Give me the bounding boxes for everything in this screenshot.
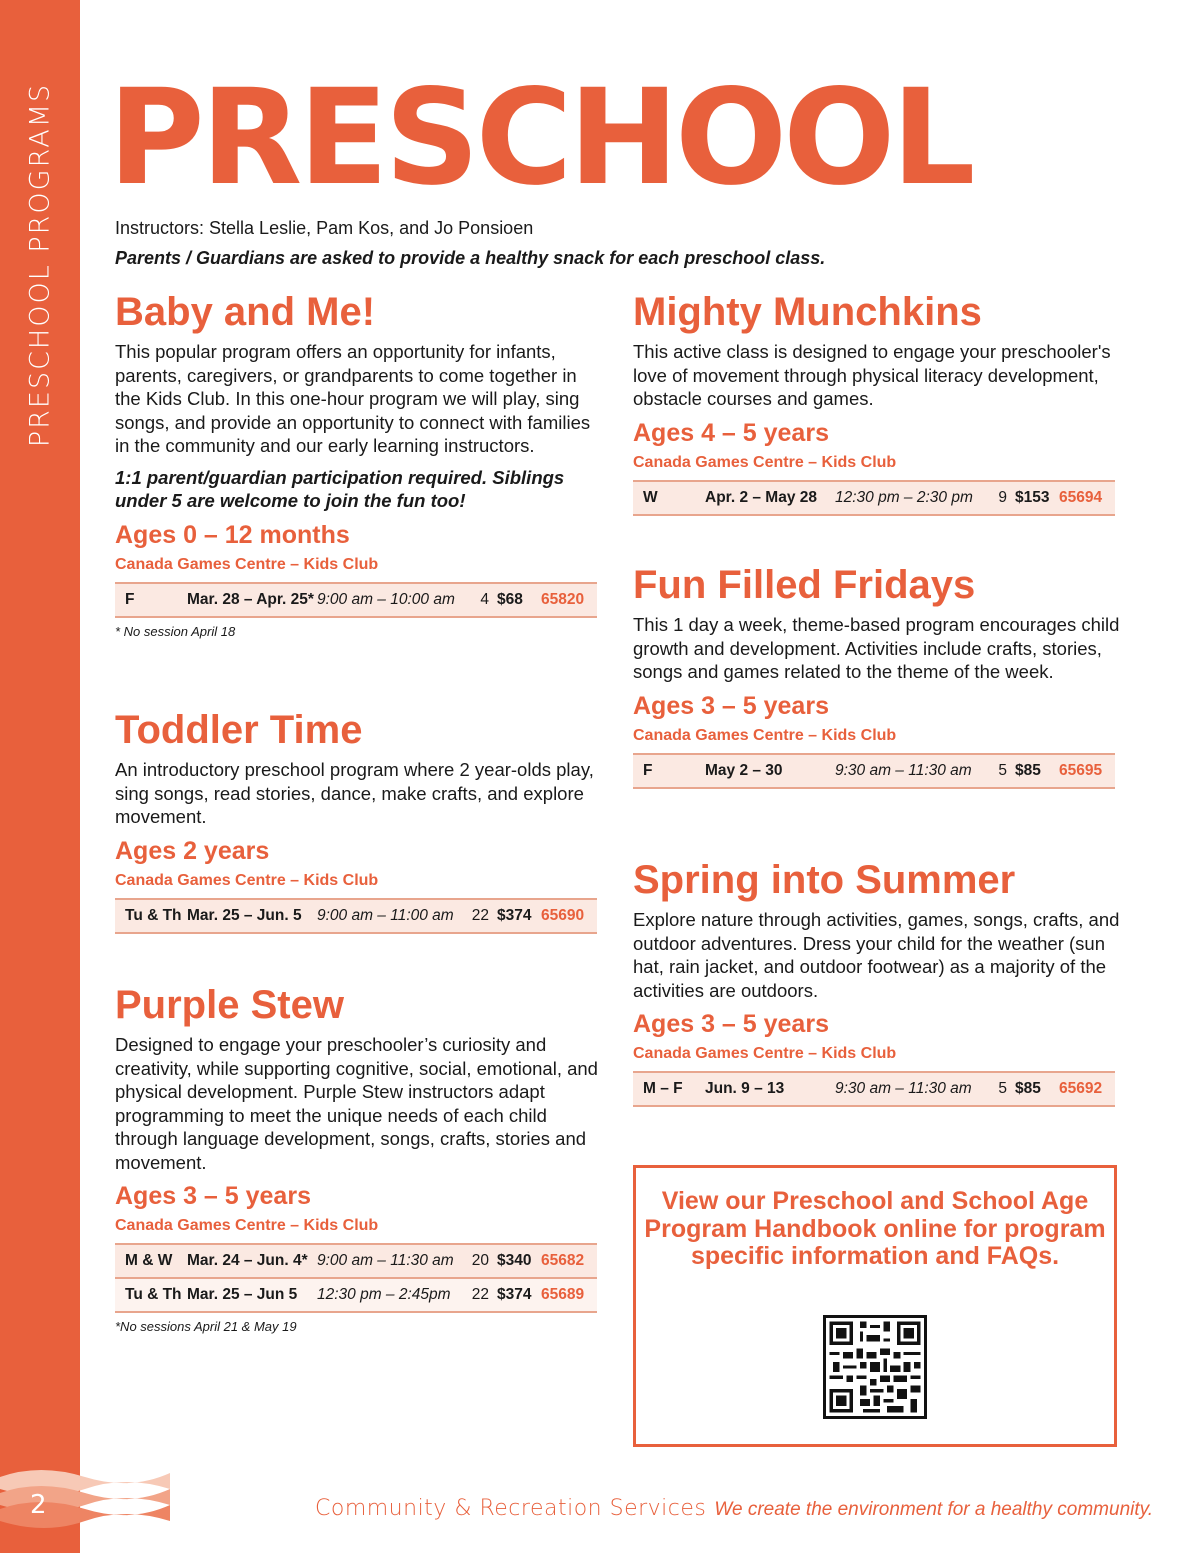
row-code: 65690 <box>541 906 585 924</box>
program-fun-filled-fridays <box>633 563 1123 789</box>
program-location: Canada Games Centre – Kids Club <box>115 871 379 889</box>
program-footnote: * No session April 18 <box>115 623 236 639</box>
callout-text: View our Preschool and School Age Program Handbook online for program specific information and FAQs. <box>644 1187 1106 1270</box>
row-day: F <box>125 590 135 608</box>
program-description: Designed to engage your preschooler’s curiosity and creativity, while supporting cognitive, social, emotional, and physical development. Purple Stew instructors adapt programming to meet the unique needs of each child through language development, songs, crafts, stories and movement. <box>115 1034 598 1173</box>
row-sessions: 5 <box>998 1080 1007 1097</box>
program-note: 1:1 parent/guardian participation required. Siblings under 5 are welcome to join the fun too! <box>115 466 565 511</box>
program-description: This 1 day a week, theme-based program encourages child growth and development. Activities include crafts, stories, songs and games related to the theme of the week. <box>633 614 1120 682</box>
program-description: This popular program offers an opportunity for infants, parents, caregivers, or grandparents to come together in the Kids Club. In this one-hour program we will play, sing songs, and provide an opportunity to connect with families in the community and our early learning instructors. <box>115 341 591 456</box>
row-dates: Mar. 25 – Jun 5 <box>187 1286 298 1303</box>
program-title: Spring into Summer <box>633 858 1016 902</box>
program-ages: Ages 3 – 5 years <box>633 691 829 720</box>
program-description: An introductory preschool program where 2 year-olds play, sing songs, read stories, dance, make crafts, and explore movement. <box>115 759 594 827</box>
program-ages: Ages 3 – 5 years <box>115 1182 311 1210</box>
row-dates: Apr. 2 – May 28 <box>705 488 818 506</box>
row-fee: $68 <box>497 590 523 608</box>
program-footnote: *No sessions April 21 & May 19 <box>115 1319 297 1334</box>
schedule-table <box>115 582 597 618</box>
row-code: 65695 <box>1059 761 1103 779</box>
program-description: This active class is designed to engage your preschooler's love of movement through physical literacy development, obstacle courses and games. <box>633 341 1111 409</box>
footer <box>315 1495 1153 1521</box>
snack-note: Parents / Guardians are asked to provide a healthy snack for each preschool class. <box>115 248 826 268</box>
program-title: Mighty Munchkins <box>633 290 982 334</box>
row-dates: Mar. 28 – Apr. 25* <box>187 590 314 608</box>
schedule-table <box>633 753 1115 789</box>
row-time: 9:30 am – 11:30 am <box>835 761 972 779</box>
footer-tagline: We create the environment for a healthy community. <box>714 1499 1154 1520</box>
schedule-table <box>633 480 1115 516</box>
schedule-row[interactable] <box>633 482 1115 516</box>
sidebar-label: PRESCHOOL PROGRAMS <box>24 82 56 448</box>
page-title: PRESCHOOL <box>108 61 972 215</box>
program-location: Canada Games Centre – Kids Club <box>633 453 897 471</box>
row-fee: $153 <box>1015 488 1050 506</box>
schedule-row[interactable] <box>633 755 1115 789</box>
page-number: 2 <box>30 1490 47 1520</box>
row-fee: $374 <box>497 906 532 924</box>
program-spring-into-summer <box>633 858 1123 1107</box>
row-day: W <box>643 488 658 506</box>
row-sessions: 4 <box>480 590 489 608</box>
row-day: Tu & Th <box>125 906 182 924</box>
row-time: 9:00 am – 11:30 am <box>317 1252 454 1269</box>
schedule-row[interactable] <box>115 900 597 934</box>
row-code: 65689 <box>541 1286 585 1303</box>
program-baby-and-me <box>115 290 600 639</box>
waves-decoration-icon <box>0 1465 170 1535</box>
row-sessions: 9 <box>998 488 1007 506</box>
program-title: Fun Filled Fridays <box>633 563 976 607</box>
row-time: 9:00 am – 10:00 am <box>317 590 455 608</box>
row-sessions: 5 <box>998 761 1007 779</box>
row-dates: Mar. 25 – Jun. 5 <box>187 906 302 924</box>
row-day: F <box>643 761 653 779</box>
row-code: 65820 <box>541 590 585 608</box>
row-time: 9:30 am – 11:30 am <box>835 1080 972 1097</box>
row-time: 9:00 am – 11:00 am <box>317 906 454 924</box>
program-title: Toddler Time <box>115 708 363 752</box>
schedule-table <box>115 1243 597 1313</box>
row-fee: $85 <box>1015 1080 1041 1097</box>
row-day: Tu & Th <box>125 1286 182 1303</box>
row-fee: $374 <box>497 1286 532 1303</box>
instructors-line: Instructors: Stella Leslie, Pam Kos, and Jo Ponsioen <box>115 218 534 238</box>
row-code: 65692 <box>1059 1080 1103 1097</box>
row-sessions: 22 <box>471 906 489 924</box>
row-code: 65682 <box>541 1252 585 1269</box>
row-sessions: 20 <box>471 1252 489 1269</box>
program-location: Canada Games Centre – Kids Club <box>633 726 897 744</box>
row-fee: $85 <box>1015 761 1041 779</box>
row-time: 12:30 pm – 2:30 pm <box>835 488 973 506</box>
row-time: 12:30 pm – 2:45pm <box>317 1286 451 1303</box>
program-location: Canada Games Centre – Kids Club <box>115 1217 379 1234</box>
schedule-table <box>633 1071 1115 1107</box>
footer-org: Community & Recreation Services <box>315 1496 707 1521</box>
schedule-row[interactable] <box>115 1279 597 1313</box>
row-fee: $340 <box>497 1252 532 1269</box>
row-sessions: 22 <box>471 1286 489 1303</box>
schedule-table <box>115 898 597 934</box>
row-day: M – F <box>643 1080 683 1097</box>
program-ages: Ages 2 years <box>115 836 270 865</box>
program-purple-stew <box>115 983 600 1334</box>
program-description: Explore nature through activities, games, songs, crafts, and outdoor adventures. Dress your child for the weather (sun hat, rain jacket, and outdoor footwear) as a majority of the activities are outdoors. <box>633 909 1120 1001</box>
schedule-row[interactable] <box>115 1245 597 1279</box>
program-location: Canada Games Centre – Kids Club <box>633 1045 897 1062</box>
sidebar <box>0 0 80 1553</box>
row-code: 65694 <box>1059 488 1103 506</box>
schedule-row[interactable] <box>115 584 597 618</box>
row-dates: Mar. 24 – Jun. 4* <box>187 1252 308 1269</box>
row-dates: Jun. 9 – 13 <box>705 1080 785 1097</box>
row-dates: May 2 – 30 <box>705 761 783 779</box>
program-ages: Ages 4 – 5 years <box>633 418 829 447</box>
program-mighty-munchkins <box>633 290 1123 516</box>
program-ages: Ages 3 – 5 years <box>633 1010 829 1038</box>
program-toddler-time <box>115 708 600 934</box>
schedule-row[interactable] <box>633 1073 1115 1107</box>
program-location: Canada Games Centre – Kids Club <box>115 555 379 573</box>
program-title: Purple Stew <box>115 983 344 1027</box>
program-ages: Ages 0 – 12 months <box>115 520 350 549</box>
program-title: Baby and Me! <box>115 290 376 334</box>
handbook-callout[interactable] <box>633 1165 1117 1447</box>
qr-code-icon[interactable] <box>823 1315 927 1419</box>
row-day: M & W <box>125 1252 173 1269</box>
